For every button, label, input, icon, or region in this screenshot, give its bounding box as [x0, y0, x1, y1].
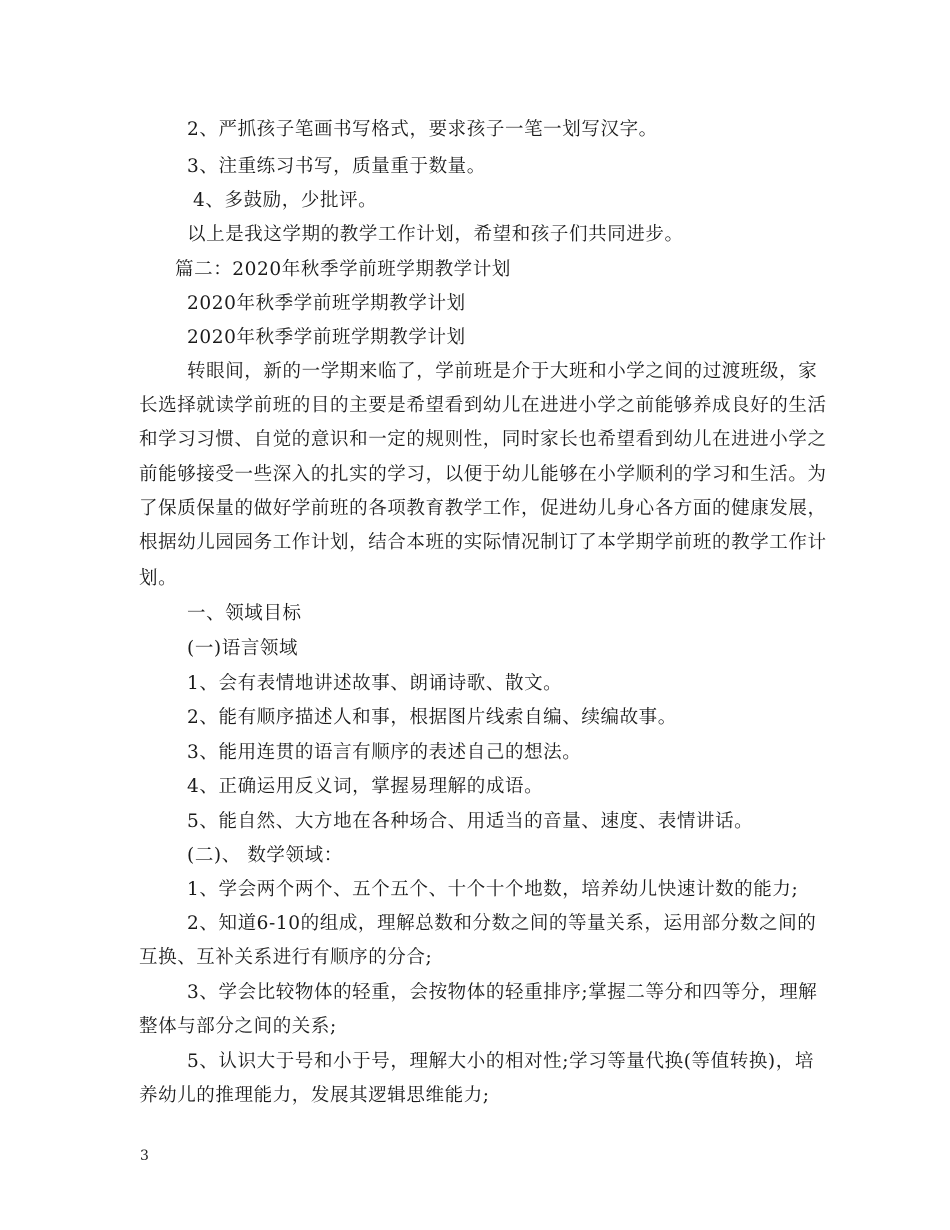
text-line: 4、正确运用反义词，掌握易理解的成语。: [187, 776, 544, 797]
text-line: 2020年秋季学前班学期教学计划: [187, 293, 466, 314]
text-line: 养幼儿的推理能力，发展其逻辑思维能力;: [139, 1085, 490, 1106]
text-line: 3、能用连贯的语言有顺序的表述自己的想法。: [187, 742, 582, 763]
text-line: 3、注重练习书写，质量重于数量。: [187, 156, 486, 177]
text-line: 了保质保量的做好学前班的各项教育教学工作，促进幼儿身心各方面的健康发展，: [139, 498, 827, 519]
text-line: 5、认识大于号和小于号，理解大小的相对性;学习等量代换(等值转换)，培: [187, 1051, 814, 1072]
text-line: 1、会有表情地讲述故事、朗诵诗歌、散文。: [187, 673, 563, 694]
section-heading: 篇二：2020年秋季学前班学期教学计划: [175, 259, 511, 280]
text-line: 互换、互补关系进行有顺序的分合;: [139, 947, 433, 968]
text-line: 划。: [139, 568, 178, 589]
text-line: 2020年秋季学前班学期教学计划: [187, 327, 466, 348]
page-number: 3: [140, 1148, 149, 1164]
text-line: 整体与部分之间的关系;: [139, 1016, 337, 1037]
text-line: 3、学会比较物体的轻重，会按物体的轻重排序;掌握二等分和四等分，理解: [187, 982, 818, 1003]
text-line: (二)、 数学领域：: [187, 845, 343, 866]
text-line: 根据幼儿园园务工作计划，结合本班的实际情况制订了本学期学前班的教学工作计: [139, 532, 827, 553]
text-line: 长选择就读学前班的目的主要是希望看到幼儿在进进小学之前能够养成良好的生活: [139, 395, 827, 416]
text-line: 一、领域目标: [187, 603, 302, 624]
text-line: 以上是我这学期的教学工作计划，希望和孩子们共同进步。: [187, 224, 684, 245]
text-line: (一)语言领域: [187, 638, 299, 659]
text-line: 2、严抓孩子笔画书写格式，要求孩子一笔一划写汉字。: [187, 119, 658, 140]
text-line: 4、多鼓励，少批评。: [193, 190, 378, 211]
text-line: 1、学会两个两个、五个五个、十个十个地数，培养幼儿快速计数的能力;: [187, 879, 799, 900]
text-line: 2、能有顺序描述人和事，根据图片线索自编、续编故事。: [187, 707, 677, 728]
text-line: 和学习习惯、自觉的意识和一定的规则性，同时家长也希望看到幼儿在进进小学之: [139, 429, 827, 450]
text-line: 前能够接受一些深入的扎实的学习，以便于幼儿能够在小学顺利的学习和生活。为: [139, 464, 827, 485]
text-line: 转眼间，新的一学期来临了，学前班是介于大班和小学之间的过渡班级，家: [187, 361, 818, 382]
text-line: 5、能自然、大方地在各种场合、用适当的音量、速度、表情讲话。: [187, 811, 754, 832]
text-line: 2、知道6-10的组成，理解总数和分数之间的等量关系，运用部分数之间的: [187, 913, 817, 934]
